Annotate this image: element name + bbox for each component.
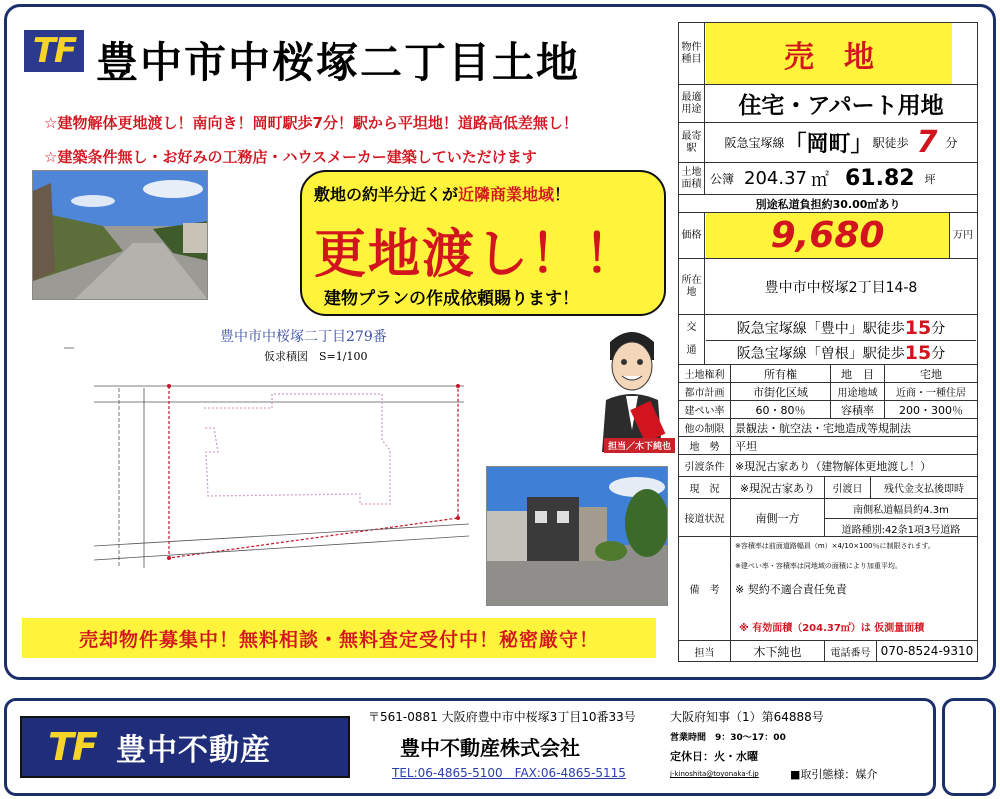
bubble-line-3: 建物プランの作成依頼賜ります！ — [324, 289, 579, 309]
agent-caption: 担当／木下純也 — [604, 438, 675, 453]
row-remarks — [679, 537, 977, 641]
promo-bubble — [300, 170, 666, 316]
private-road-note: 別途私道負担約30.00㎡あり — [755, 197, 901, 211]
row-status — [679, 477, 977, 499]
remark-3: ※ 契約不適合責任免責 — [735, 583, 847, 596]
label-far: 容積率 — [831, 401, 885, 418]
recruit-banner: 売却物件募集中！無料相談・無料査定受付中！秘密厳守！ — [22, 618, 656, 658]
label-road: 接道状況 — [679, 499, 731, 536]
row-other — [679, 419, 977, 437]
footer-holiday: 定休日：火・水曜 — [670, 750, 758, 763]
label-remarks: 備 考 — [679, 537, 731, 640]
row-staff — [679, 641, 977, 661]
plan-subtitle: 仮求積図 S=1/100 — [264, 350, 368, 363]
remark-1: ※容積率は前面道路幅員（m）×4/10×100％に制限されます。 — [735, 542, 935, 550]
bcr-value: 60・80％ — [731, 401, 831, 418]
footer-hours: 営業時間 9：30～17：00 — [670, 733, 786, 743]
footer-logo — [20, 716, 350, 778]
label-delivery: 引渡条件 — [679, 455, 731, 476]
street-photo — [32, 170, 208, 300]
label-status: 現 況 — [679, 477, 731, 498]
terrain-value: 平坦 — [735, 439, 757, 453]
bubble-headline: 更地渡し！！ — [314, 225, 639, 285]
rights-value: 所有権 — [731, 365, 831, 382]
footer-license: 大阪府知事（1）第64888号 — [670, 710, 824, 724]
row-terrain — [679, 437, 977, 455]
far-value: 200・300％ — [899, 403, 963, 417]
staff-value: 木下純也 — [731, 641, 825, 661]
label-traffic: 交 通 — [679, 315, 705, 364]
footer-email[interactable]: j-kinoshita@toyonaka-f.jp — [670, 770, 759, 778]
company-logo: TF — [24, 30, 84, 72]
label-city-plan: 都市計画 — [679, 383, 731, 400]
label-chimoku: 地 目 — [831, 365, 885, 382]
road-width: 南側私道幅員約4.3m — [853, 505, 949, 516]
row-road-note — [679, 195, 977, 213]
label-bcr: 建ぺい率 — [679, 401, 731, 418]
label-phone: 電話番号 — [825, 641, 877, 661]
row-traffic — [679, 315, 977, 365]
zoning-value: 近商・一種住居 — [896, 388, 966, 399]
row-delivery — [679, 455, 977, 477]
land-area: 公簿 204.37 ㎡ 61.82 坪 — [710, 166, 936, 191]
address-value: 豊中市中桜塚2丁目14-8 — [764, 279, 918, 296]
label-staff: 担当 — [679, 641, 731, 661]
plan-title: 豊中市中桜塚二丁目279番 — [220, 329, 387, 345]
remark-4: ※ 有効面積（204.37㎡）は 仮測量面積 — [739, 623, 925, 634]
label-property-type: 物件種目 — [679, 23, 705, 84]
row-rights — [679, 365, 977, 383]
row-property-type — [679, 23, 977, 85]
footer-logo-name: 豊中不動産 — [116, 733, 271, 768]
row-ratios — [679, 401, 977, 419]
footer-company: 豊中不動産株式会社 — [400, 736, 580, 760]
row-road — [679, 499, 977, 537]
price-value: 9,680 — [706, 213, 950, 258]
label-address: 所在地 — [679, 259, 705, 314]
label-zoning: 用途地域 — [831, 383, 885, 400]
label-terrain: 地 勢 — [679, 437, 731, 454]
footer-side-box — [942, 698, 996, 796]
phone-value: 070-8524-9310 — [880, 644, 974, 658]
station-info: 阪急宝塚線 「岡町」 駅徒歩 7 分 — [724, 125, 958, 160]
footer-logo-mark: TF — [48, 725, 96, 769]
bubble-line-1: 敷地の約半分近くが近隣商業地域！ — [314, 185, 571, 204]
price-unit: 万円 — [953, 229, 973, 241]
highlight-line-1: ☆建物解体更地渡し！南向き！岡町駅歩7分！駅から平坦地！道路高低差無し！ — [44, 114, 578, 132]
row-best-use — [679, 85, 977, 123]
road-type: 道路種別:42条1項3号道路 — [825, 518, 977, 537]
city-plan-value: 市街化区域 — [731, 383, 831, 400]
label-other: 他の制限 — [679, 419, 731, 436]
label-land-area: 土地面積 — [679, 163, 705, 194]
spec-table — [678, 22, 978, 662]
house-photo — [486, 466, 668, 606]
other-value: 景観法・航空法・宅地造成等規制法 — [735, 421, 911, 435]
best-use: 住宅・アパート用地 — [738, 93, 944, 119]
row-station — [679, 123, 977, 163]
traffic-sone: 阪急宝塚線「曽根」駅徒歩 15 分 — [706, 340, 976, 365]
status-value: ※現況古家あり — [731, 477, 825, 498]
handover-value: 残代金支払後即時 — [884, 484, 964, 495]
row-address — [679, 259, 977, 315]
road-direction: 南側一方 — [731, 499, 825, 536]
property-type: 売 地 — [706, 23, 952, 84]
property-title: 豊中市中桜塚二丁目土地 — [96, 38, 581, 87]
label-best-use: 最適用途 — [679, 85, 705, 122]
chimoku-value: 宅地 — [920, 367, 942, 381]
footer-address: 〒561-0881 大阪府豊中市中桜塚3丁目10番33号 — [368, 710, 636, 724]
remark-2: ※建ぺい率・容積率は同地域の面積により加重平均。 — [735, 562, 902, 570]
footer-contact[interactable]: TEL:06-4865-5100 FAX:06-4865-5115 — [392, 766, 626, 780]
label-price: 価格 — [679, 213, 705, 258]
row-city-plan — [679, 383, 977, 401]
row-land-area — [679, 163, 977, 195]
label-handover: 引渡日 — [825, 477, 871, 498]
agent-illustration — [592, 320, 672, 452]
traffic-toyonaka: 阪急宝塚線「豊中」駅徒歩 15 分 — [736, 316, 946, 339]
label-station: 最寄駅 — [679, 123, 705, 162]
footer-transaction-mode: ■取引態様：媒介 — [790, 768, 878, 781]
survey-plan-drawing — [24, 328, 484, 604]
highlight-line-2: ☆建築条件無し・お好みの工務店・ハウスメーカー建築していただけます — [44, 148, 537, 166]
row-price — [679, 213, 977, 259]
label-rights: 土地権利 — [679, 365, 731, 382]
delivery-value: ※現況古家あり（建物解体更地渡し！） — [735, 459, 932, 473]
